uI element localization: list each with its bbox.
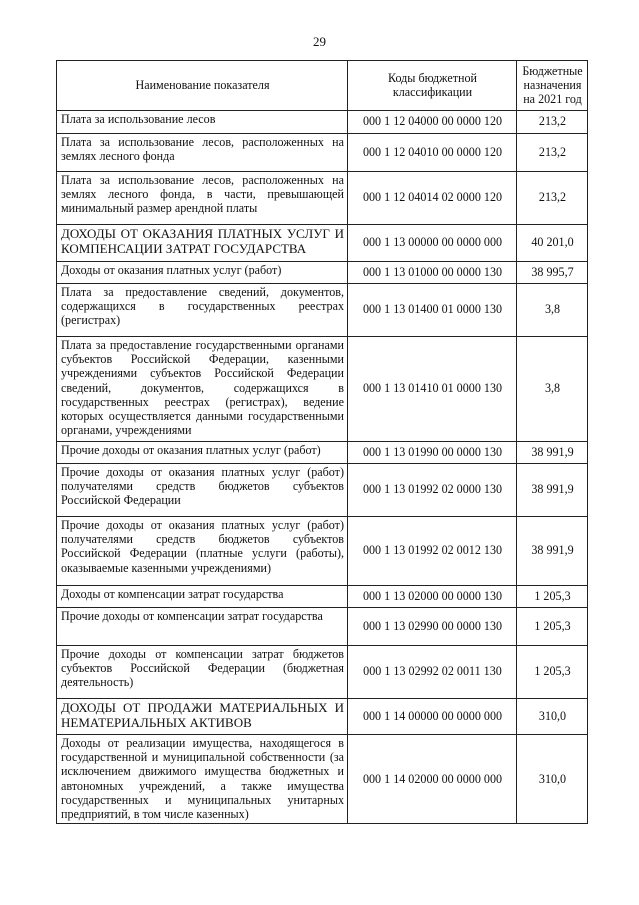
row-amount: 3,8 bbox=[517, 337, 588, 442]
table-row bbox=[57, 735, 588, 824]
row-code: 000 1 12 04014 02 0000 120 bbox=[348, 172, 517, 225]
row-code: 000 1 12 04000 00 0000 120 bbox=[348, 111, 517, 134]
row-name: Плата за предоставление сведений, документов, содержащихся в государственных реестрах (регистрах) bbox=[57, 284, 348, 337]
row-code: 000 1 13 01992 02 0000 130 bbox=[348, 464, 517, 517]
row-code: 000 1 13 00000 00 0000 000 bbox=[348, 225, 517, 262]
row-name: Доходы от оказания платных услуг (работ) bbox=[57, 262, 348, 284]
row-code: 000 1 13 01990 00 0000 130 bbox=[348, 442, 517, 464]
row-code: 000 1 14 02000 00 0000 000 bbox=[348, 735, 517, 824]
row-code: 000 1 13 02992 02 0011 130 bbox=[348, 646, 517, 699]
row-amount: 1 205,3 bbox=[517, 608, 588, 646]
table-row bbox=[57, 262, 588, 284]
header-indicator-name: Наименование показателя bbox=[57, 61, 348, 111]
row-name: Прочие доходы от оказания платных услуг (работ) получателями средств бюджетов субъектов Российской Федерации bbox=[57, 464, 348, 517]
row-name: Плата за предоставление государственными органами субъектов Российской Федерации, казенными учреждениями субъектов Российской Федерации сведений, документов, содержащихся в государственных реестрах (регистрах), ведение которых осуществляется данными государственными органами, учреждениями bbox=[57, 337, 348, 442]
row-code: 000 1 13 01410 01 0000 130 bbox=[348, 337, 517, 442]
header-budget-code: Коды бюджетной классификации bbox=[348, 61, 517, 111]
row-amount: 40 201,0 bbox=[517, 225, 588, 262]
table-row bbox=[57, 111, 588, 134]
row-amount: 213,2 bbox=[517, 134, 588, 172]
table-header-row bbox=[57, 61, 588, 111]
table-row bbox=[57, 517, 588, 586]
row-code: 000 1 13 02000 00 0000 130 bbox=[348, 586, 517, 608]
row-name: ДОХОДЫ ОТ ОКАЗАНИЯ ПЛАТНЫХ УСЛУГ И КОМПЕНСАЦИИ ЗАТРАТ ГОСУДАРСТВА bbox=[57, 225, 348, 262]
row-name: Плата за использование лесов, расположенных на землях лесного фонда, в части, превышающей минимальный размер арендной платы bbox=[57, 172, 348, 225]
row-name: Доходы от компенсации затрат государства bbox=[57, 586, 348, 608]
row-name: Плата за использование лесов bbox=[57, 111, 348, 134]
table-row bbox=[57, 225, 588, 262]
row-amount: 310,0 bbox=[517, 735, 588, 824]
row-amount: 38 991,9 bbox=[517, 517, 588, 586]
row-name: Доходы от реализации имущества, находящегося в государственной и муниципальной собственности (за исключением движимого имущества бюджетных и автономных учреждений, а также имущества государственных и муниципальных унитарных предприятий, в том числе казенных) bbox=[57, 735, 348, 824]
header-budget-amount: Бюджетные назначения на 2021 год bbox=[517, 61, 588, 111]
table-row bbox=[57, 337, 588, 442]
table-row bbox=[57, 134, 588, 172]
row-code: 000 1 13 01992 02 0012 130 bbox=[348, 517, 517, 586]
table-row bbox=[57, 464, 588, 517]
row-amount: 1 205,3 bbox=[517, 586, 588, 608]
table-row bbox=[57, 608, 588, 646]
table-row bbox=[57, 646, 588, 699]
row-name: Прочие доходы от компенсации затрат бюджетов субъектов Российской Федерации (бюджетная деятельность) bbox=[57, 646, 348, 699]
row-amount: 3,8 bbox=[517, 284, 588, 337]
row-name: Прочие доходы от компенсации затрат государства bbox=[57, 608, 348, 646]
row-name: Прочие доходы от оказания платных услуг (работ) bbox=[57, 442, 348, 464]
row-name: ДОХОДЫ ОТ ПРОДАЖИ МАТЕРИАЛЬНЫХ И НЕМАТЕРИАЛЬНЫХ АКТИВОВ bbox=[57, 699, 348, 735]
page-number: 29 bbox=[313, 34, 326, 49]
budget-revenue-table bbox=[56, 60, 588, 824]
row-code: 000 1 13 01400 01 0000 130 bbox=[348, 284, 517, 337]
row-amount: 38 991,9 bbox=[517, 442, 588, 464]
row-name: Прочие доходы от оказания платных услуг (работ) получателями средств бюджетов субъектов Российской Федерации (платные услуги (работы), оказываемые казенными учреждениями) bbox=[57, 517, 348, 586]
table-row bbox=[57, 586, 588, 608]
row-amount: 213,2 bbox=[517, 111, 588, 134]
row-code: 000 1 13 01000 00 0000 130 bbox=[348, 262, 517, 284]
row-amount: 213,2 bbox=[517, 172, 588, 225]
row-code: 000 1 12 04010 00 0000 120 bbox=[348, 134, 517, 172]
row-code: 000 1 13 02990 00 0000 130 bbox=[348, 608, 517, 646]
table-row bbox=[57, 442, 588, 464]
table-row bbox=[57, 172, 588, 225]
row-amount: 38 991,9 bbox=[517, 464, 588, 517]
row-code: 000 1 14 00000 00 0000 000 bbox=[348, 699, 517, 735]
row-amount: 38 995,7 bbox=[517, 262, 588, 284]
table-row bbox=[57, 284, 588, 337]
row-name: Плата за использование лесов, расположенных на землях лесного фонда bbox=[57, 134, 348, 172]
row-amount: 1 205,3 bbox=[517, 646, 588, 699]
row-amount: 310,0 bbox=[517, 699, 588, 735]
table-row bbox=[57, 699, 588, 735]
